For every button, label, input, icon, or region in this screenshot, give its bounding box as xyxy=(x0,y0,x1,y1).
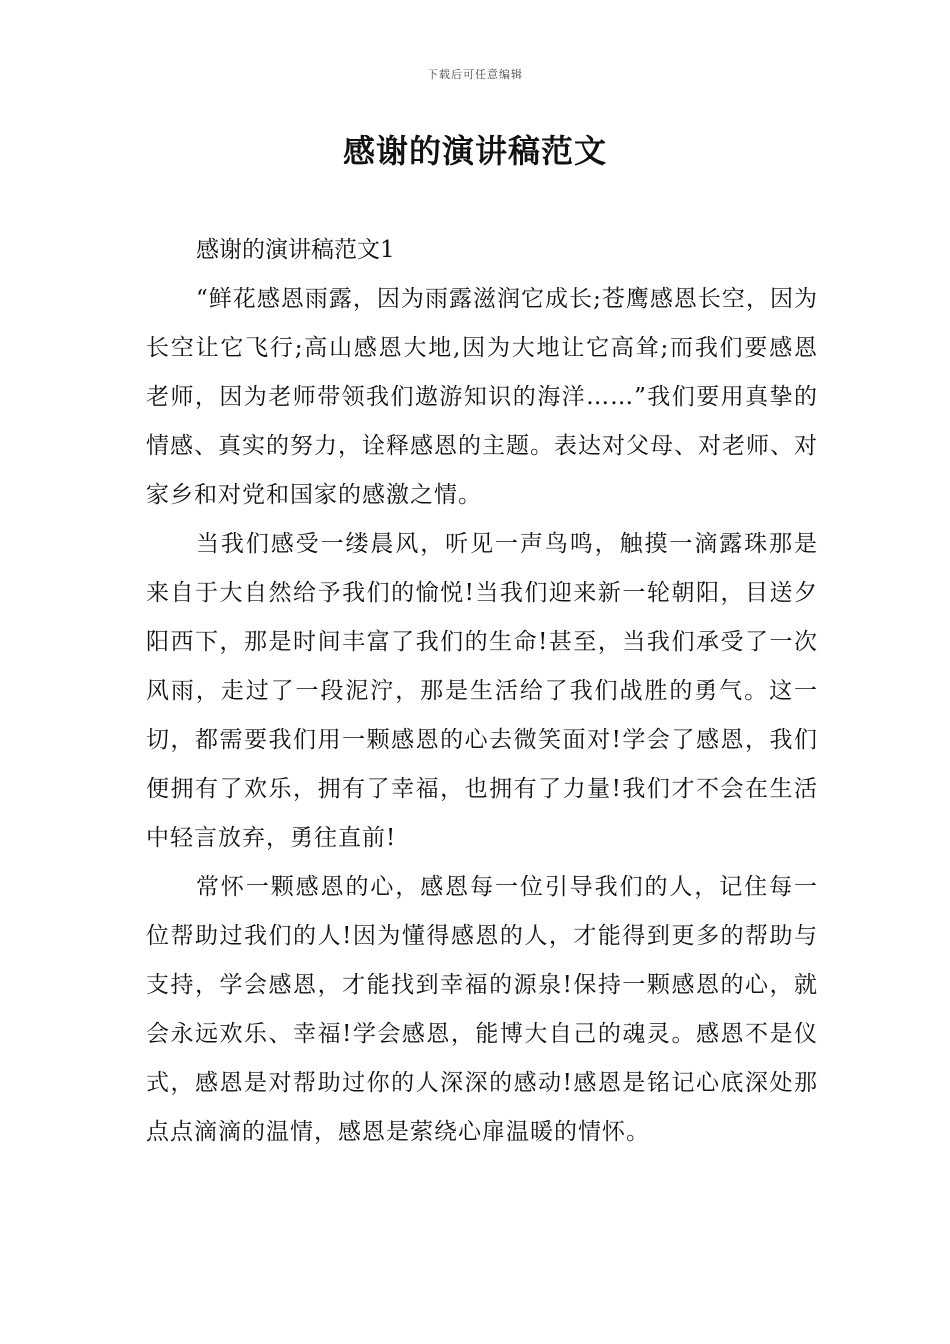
paragraph: “鲜花感恩雨露，因为雨露滋润它成长;苍鹰感恩长空，因为长空让它飞行;高山感恩大地,因为大地让它高耸;而我们要感恩老师，因为老师带领我们遨游知识的海洋……”我们要用真挚的情感、真实的努力，诠释感恩的主题。表达对父母、对老师、对家乡和对党和国家的感激之情。 xyxy=(146,286,818,508)
document-title: 感谢的演讲稿范文 xyxy=(342,132,607,170)
header-note: 下载后可任意编辑 xyxy=(427,68,523,81)
document-body xyxy=(146,226,818,1157)
paragraph: 当我们感受一缕晨风，听见一声鸟鸣，触摸一滴露珠那是来自于大自然给予我们的愉悦!当我们迎来新一轮朝阳，目送夕阳西下，那是时间丰富了我们的生命!甚至，当我们承受了一次风雨，走过了一段泥泞，那是生活给了我们战胜的勇气。这一切，都需要我们用一颗感恩的心去微笑面对!学会了感恩，我们便拥有了欢乐，拥有了幸福，也拥有了力量!我们才不会在生活中轻言放弃，勇往直前! xyxy=(146,531,818,851)
section-title: 感谢的演讲稿范文1 xyxy=(196,237,395,263)
paragraph: 常怀一颗感恩的心，感恩每一位引导我们的人，记住每一位帮助过我们的人!因为懂得感恩的人，才能得到更多的帮助与支持，学会感恩，才能找到幸福的源泉!保持一颗感恩的心，就会永远欢乐、幸福!学会感恩，能博大自己的魂灵。感恩不是仪式，感恩是对帮助过你的人深深的感动!感恩是铭记心底深处那点点滴滴的温情，感恩是萦绕心扉温暖的情怀。 xyxy=(146,874,818,1145)
